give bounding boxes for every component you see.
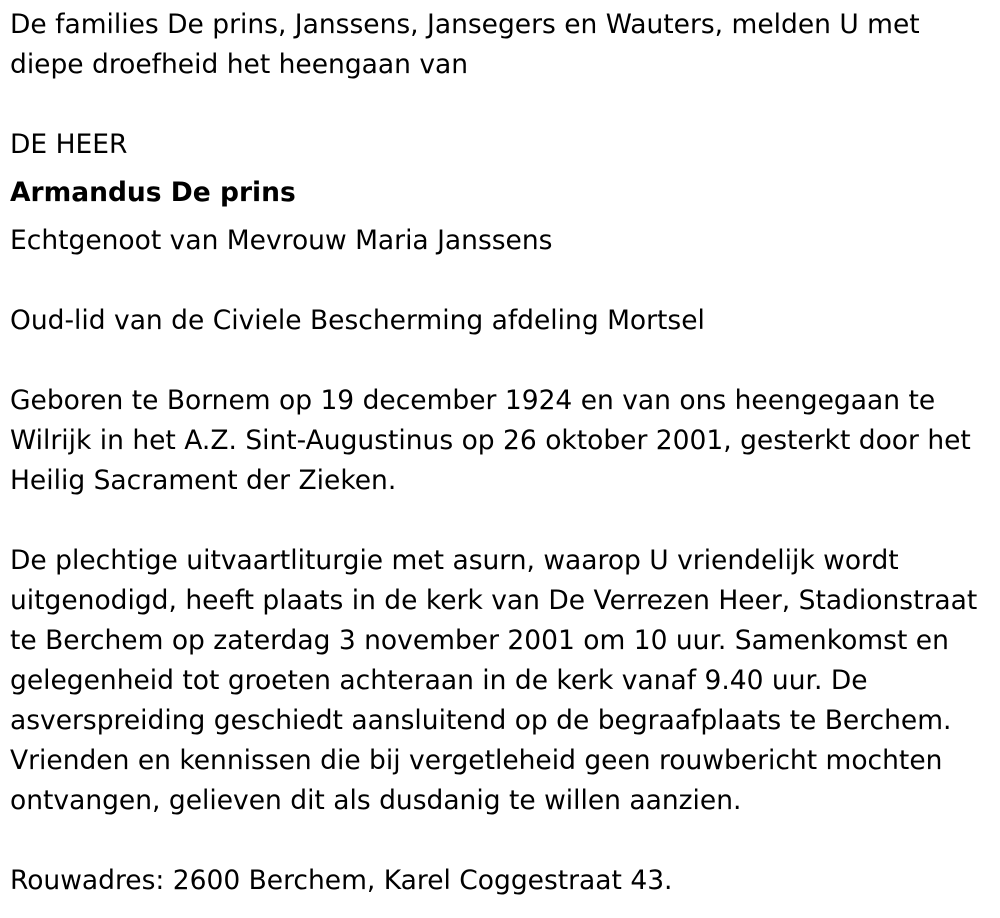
address-line: Rouwadres: 2600 Berchem, Karel Coggestraat 43.	[10, 865, 673, 896]
ceremony-line: De plechtige uitvaartliturgie met asurn, waarop U vriendelijk wordt	[10, 545, 899, 576]
ceremony-line: te Berchem op zaterdag 3 november 2001 om 10 uur. Samenkomst en	[10, 625, 949, 656]
ceremony-line: asverspreiding geschiedt aansluitend op de begraafplaats te Berchem.	[10, 705, 952, 736]
membership-line: Oud-lid van de Civiele Bescherming afdeling Mortsel	[10, 305, 705, 336]
intro-line: diepe droefheid het heengaan van	[10, 49, 469, 80]
ceremony-line: gelegenheid tot groeten achteraan in de kerk vanaf 9.40 uur. De	[10, 665, 868, 696]
birth-death-line: Wilrijk in het A.Z. Sint-Augustinus op 26 oktober 2001, gesterkt door het	[10, 425, 971, 456]
birth-death-line: Heilig Sacrament der Zieken.	[10, 465, 397, 496]
intro-line: De families De prins, Janssens, Jansegers en Wauters, melden U met	[10, 9, 920, 40]
deceased-name: Armandus De prins	[10, 177, 296, 208]
ceremony-line: ontvangen, gelieven dit als dusdanig te willen aanzien.	[10, 785, 742, 816]
ceremony-line: uitgenodigd, heeft plaats in de kerk van De Verrezen Heer, Stadionstraat	[10, 585, 978, 616]
title-text: DE HEER	[10, 129, 128, 160]
spouse-line: Echtgenoot van Mevrouw Maria Janssens	[10, 225, 553, 256]
birth-death-line: Geboren te Bornem op 19 december 1924 en van ons heengegaan te	[10, 385, 936, 416]
ceremony-line: Vrienden en kennissen die bij vergetleheid geen rouwbericht mochten	[10, 745, 943, 776]
